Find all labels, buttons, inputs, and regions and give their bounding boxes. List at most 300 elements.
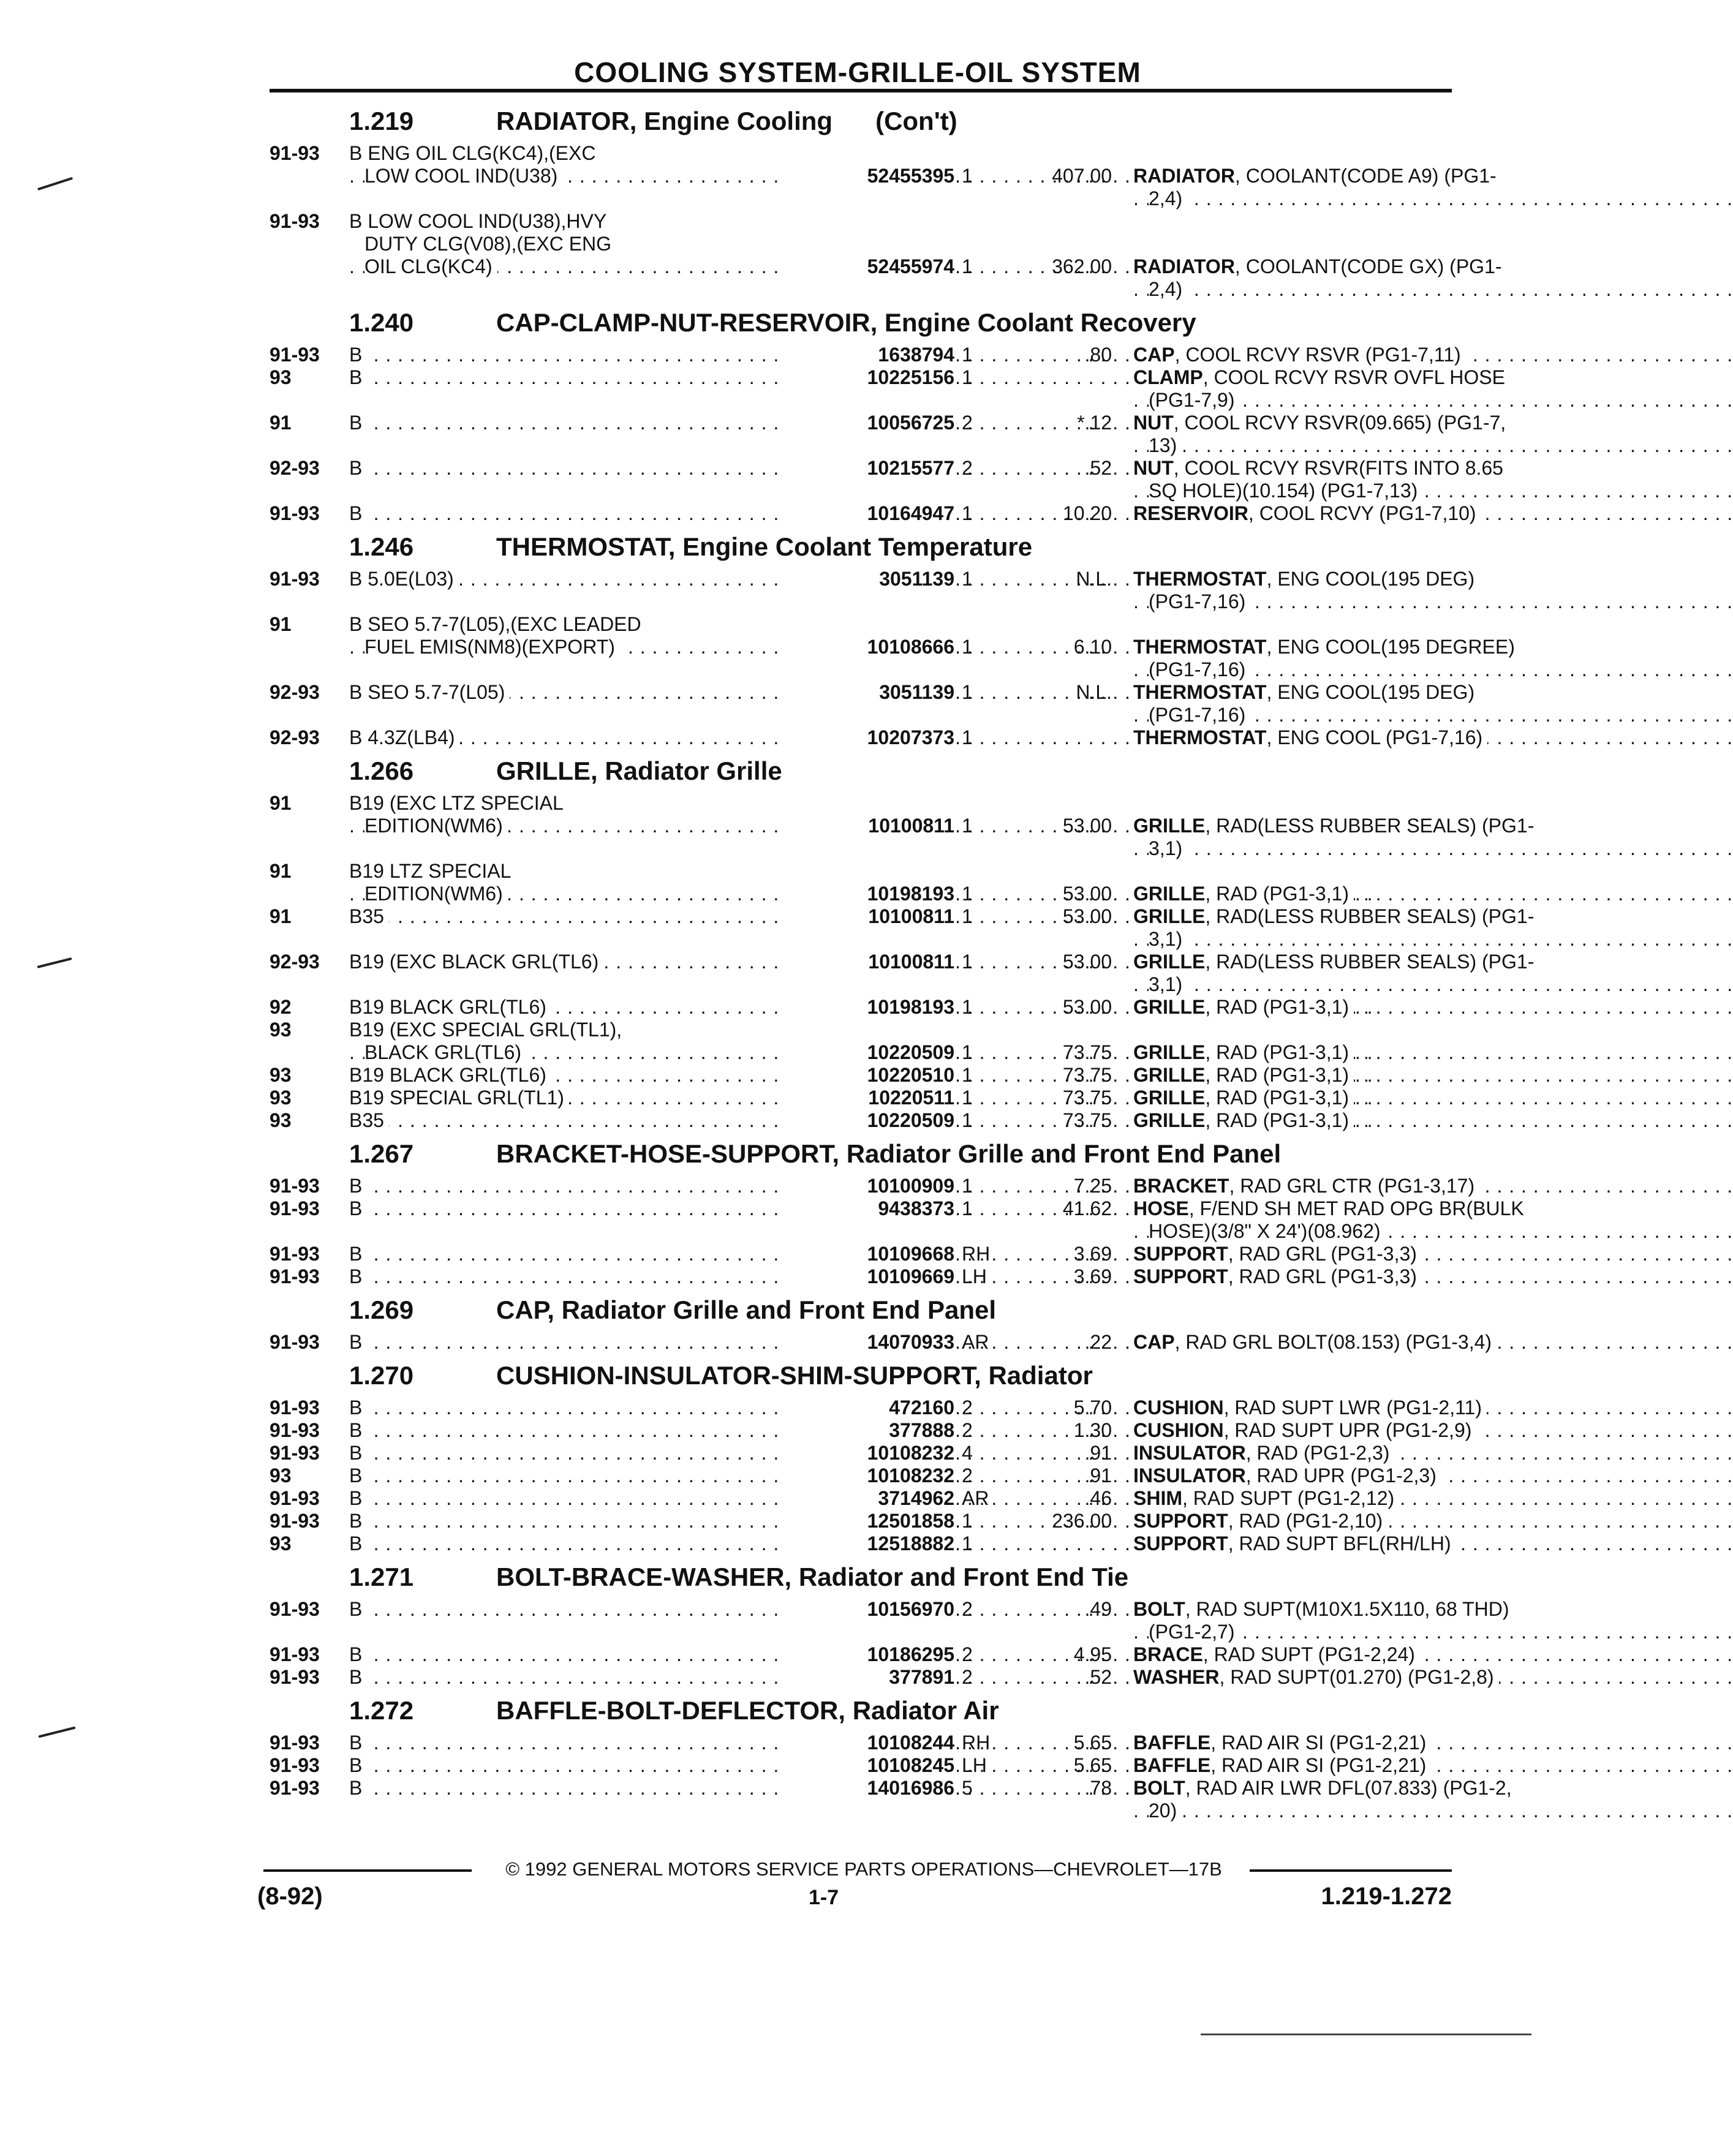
- part-description: [1133, 1532, 1452, 1555]
- part-number: 10164947: [784, 502, 954, 525]
- section-title-text: BAFFLE-BOLT-DEFLECTOR, Radiator Air: [496, 1696, 999, 1725]
- usage-text: B35: [349, 1109, 389, 1131]
- section-heading: [270, 1354, 1452, 1396]
- part-description-line: [1133, 1442, 1452, 1464]
- quantity: 1: [962, 1109, 973, 1131]
- part-row: [270, 681, 1475, 726]
- section-title-text: GRILLE, Radiator Grille: [496, 756, 782, 785]
- part-row: [270, 1643, 1452, 1666]
- part-number: 52455974: [784, 255, 954, 278]
- usage-text: EDITION(WM6): [364, 883, 508, 905]
- section-title-text: CAP-CLAMP-NUT-RESERVOIR, Engine Coolant Recovery: [496, 308, 1196, 337]
- usage-line: [349, 613, 937, 636]
- model-years: 92-93: [270, 951, 320, 973]
- model-years: 91: [270, 613, 292, 635]
- section-title-text: BOLT-BRACE-WASHER, Radiator and Front End Tie: [496, 1562, 1129, 1591]
- part-description: [1133, 366, 1505, 412]
- usage-text: B: [349, 1510, 367, 1532]
- part-description: [1133, 1487, 1452, 1510]
- part-description-text: RADIATOR, COOLANT(CODE GX) (PG1-: [1133, 255, 1507, 277]
- footer-page-number: 1-7: [809, 1886, 839, 1909]
- part-number: 10100909: [784, 1175, 954, 1197]
- part-row: [270, 1510, 1452, 1532]
- usage-line: [349, 233, 937, 255]
- part-description-line: [1133, 412, 1506, 434]
- part-description-line: [1133, 1666, 1494, 1689]
- model-years: 93: [270, 1532, 292, 1555]
- usage-line: [349, 210, 937, 233]
- usage-text: EDITION(WM6): [364, 815, 508, 837]
- model-years: 91: [270, 905, 292, 927]
- part-number: 3714962: [784, 1487, 954, 1510]
- part-description-line: [1133, 1396, 1482, 1419]
- section-number: 1.219: [349, 107, 414, 135]
- part-row: [270, 1532, 1452, 1555]
- part-description-text: 2,4): [1149, 278, 1187, 300]
- quantity: 1: [962, 502, 973, 524]
- part-row: [270, 1331, 1492, 1354]
- usage-line: [349, 1019, 937, 1041]
- list-price: .78: [1084, 1777, 1112, 1799]
- page-footer: [257, 1856, 1452, 1954]
- part-number: 10108232: [784, 1464, 954, 1487]
- model-years: 92-93: [270, 726, 320, 748]
- part-description-line: [1133, 704, 1452, 726]
- section-title-text: RADIATOR, Engine Cooling: [496, 107, 833, 135]
- part-description: [1133, 905, 1535, 951]
- usage-text: BLACK GRL(TL6): [364, 1041, 526, 1063]
- list-price: 5.70: [1073, 1396, 1112, 1419]
- usage-text: B: [349, 1777, 367, 1799]
- section-title: [496, 1139, 1281, 1169]
- usage-text: B: [349, 1598, 367, 1620]
- part-description-text: RADIATOR, COOLANT(CODE A9) (PG1-: [1133, 165, 1501, 187]
- quantity: 1: [962, 1175, 973, 1197]
- part-description-text: GRILLE, RAD(LESS RUBBER SEALS) (PG1-: [1133, 815, 1539, 837]
- usage-text: B: [349, 1265, 367, 1287]
- model-years: 91-93: [270, 344, 320, 366]
- model-years: 91-93: [270, 1243, 320, 1265]
- list-price: .46: [1084, 1487, 1112, 1509]
- list-price: 10.20: [1062, 502, 1112, 524]
- section-heading: [270, 1689, 1452, 1732]
- section-continued: (Con't): [875, 107, 957, 135]
- footer-copyright: © 1992 GENERAL MOTORS SERVICE PARTS OPERATIONS—CHEVROLET—17B: [505, 1858, 1222, 1880]
- quantity: 4: [962, 1442, 973, 1464]
- part-row: [270, 366, 1505, 412]
- part-description: [1133, 883, 1452, 905]
- list-price: 73.75: [1062, 1087, 1112, 1109]
- part-description: [1133, 996, 1452, 1019]
- model-years: 91-93: [270, 1265, 320, 1287]
- part-description-line: [1133, 837, 1452, 860]
- list-price: 53.00: [1062, 815, 1112, 837]
- part-description-line: [1133, 996, 1452, 1019]
- footer-rule-right: [1250, 1869, 1452, 1872]
- part-number: 10108232: [784, 1442, 954, 1464]
- list-price: .91: [1084, 1442, 1112, 1464]
- model-years: 91-93: [270, 1777, 320, 1799]
- quantity: 1: [962, 1087, 973, 1109]
- part-description-line: [1133, 255, 1502, 278]
- list-price: 7.25: [1073, 1175, 1112, 1197]
- part-description-line: [1133, 389, 1452, 412]
- quantity: 1: [962, 568, 973, 590]
- part-description: [1133, 1442, 1452, 1464]
- part-number: 3051139: [784, 568, 954, 590]
- list-price: .52: [1084, 457, 1112, 479]
- model-years: 91-93: [270, 1331, 320, 1353]
- usage-text: B: [349, 1331, 367, 1353]
- part-number: 472160: [784, 1396, 954, 1419]
- section-title-text: BRACKET-HOSE-SUPPORT, Radiator Grille and Front End Panel: [496, 1139, 1282, 1168]
- part-row: [270, 1598, 1509, 1643]
- usage-text: B: [349, 1243, 367, 1265]
- quantity: 2: [962, 1419, 973, 1441]
- part-description-text: CUSHION, RAD SUPT UPR (PG1-2,9): [1133, 1419, 1476, 1441]
- part-description-line: [1133, 681, 1475, 704]
- part-description-text: (PG1-7,16): [1149, 590, 1250, 612]
- part-description-line: [1133, 590, 1452, 613]
- part-description-line: [1133, 1419, 1472, 1442]
- part-number: 12518882: [784, 1532, 954, 1555]
- section-number: 1.246: [349, 532, 414, 561]
- part-description-line: [1133, 1621, 1452, 1643]
- section-title: [496, 308, 1196, 337]
- model-years: 91-93: [270, 1442, 320, 1464]
- model-years: 91-93: [270, 1598, 320, 1620]
- part-description-line: [1133, 1265, 1452, 1288]
- quantity: 1: [962, 636, 973, 658]
- part-description-line: [1133, 1220, 1452, 1243]
- part-description-text: GRILLE, RAD (PG1-3,1): [1133, 996, 1354, 1018]
- part-description: [1133, 1666, 1494, 1689]
- part-row: [270, 1197, 1524, 1243]
- part-number: 10220509: [784, 1041, 954, 1064]
- part-row: [270, 412, 1506, 457]
- section-title: [496, 756, 782, 786]
- quantity: 1: [962, 1197, 973, 1219]
- part-description-line: [1133, 344, 1461, 366]
- part-description-text: CUSHION, RAD SUPT LWR (PG1-2,11): [1133, 1396, 1487, 1419]
- part-description-text: HOSE, F/END SH MET RAD OPG BR(BULK: [1133, 1197, 1529, 1219]
- part-description: [1133, 1109, 1452, 1132]
- part-description-line: [1133, 278, 1452, 301]
- part-row: [270, 1732, 1452, 1754]
- section-heading: [270, 1132, 1452, 1175]
- part-row: [270, 1175, 1475, 1197]
- part-description: [1133, 1331, 1492, 1354]
- part-description-line: [1133, 815, 1535, 837]
- list-price: N.L.: [1076, 681, 1112, 703]
- part-description-text: GRILLE, RAD (PG1-3,1): [1133, 1087, 1354, 1109]
- part-description-line: [1133, 928, 1452, 951]
- list-price: .52: [1084, 1666, 1112, 1688]
- part-description: [1133, 1419, 1472, 1442]
- part-description-text: 13): [1149, 434, 1182, 456]
- part-number: 10207373: [784, 726, 954, 749]
- usage-line: [349, 142, 937, 165]
- model-years: 91-93: [270, 1396, 320, 1419]
- part-description-text: SHIM, RAD SUPT (PG1-2,12): [1133, 1487, 1399, 1509]
- part-number: 1638794: [784, 344, 954, 366]
- quantity: RH: [962, 1732, 991, 1754]
- part-number: 10225156: [784, 366, 954, 389]
- part-row: [270, 951, 1535, 996]
- part-description-line: [1133, 1532, 1452, 1555]
- list-price: 73.75: [1062, 1041, 1112, 1063]
- part-description-text: CAP, RAD GRL BOLT(08.153) (PG1-3,4): [1133, 1331, 1497, 1353]
- usage-line: [349, 792, 937, 815]
- part-description-line: [1133, 1487, 1452, 1510]
- list-price: 5.65: [1073, 1732, 1112, 1754]
- part-row: [270, 1064, 1452, 1087]
- list-price: 6.10: [1073, 636, 1112, 658]
- list-price: 3.69: [1073, 1265, 1112, 1287]
- part-description: [1133, 1087, 1452, 1109]
- part-description-line: [1133, 457, 1503, 480]
- part-row: [270, 1487, 1452, 1510]
- part-description-text: THERMOSTAT, ENG COOL(195 DEGREE): [1133, 636, 1520, 658]
- model-years: 91-93: [270, 1732, 320, 1754]
- usage-text: B: [349, 457, 367, 479]
- quantity: 1: [962, 1041, 973, 1063]
- usage-text: B35: [349, 905, 389, 927]
- part-number: 10156970: [784, 1598, 954, 1621]
- part-description-text: CLAMP, COOL RCVY RSVR OVFL HOSE: [1133, 366, 1510, 388]
- part-description-text: NUT, COOL RCVY RSVR(FITS INTO 8.65: [1133, 457, 1508, 479]
- section-number: 1.240: [349, 308, 414, 337]
- usage-text: B: [349, 344, 367, 366]
- part-description-text: THERMOSTAT, ENG COOL(195 DEG): [1133, 568, 1479, 590]
- section-number: 1.269: [349, 1295, 414, 1324]
- part-description-line: [1133, 1109, 1452, 1132]
- part-description-line: [1133, 187, 1452, 210]
- part-number: 10198193: [784, 996, 954, 1019]
- section-title: [496, 1361, 1093, 1390]
- part-description-line: [1133, 1754, 1452, 1777]
- part-number: 377891: [784, 1666, 954, 1689]
- usage-text: B19 BLACK GRL(TL6): [349, 1064, 551, 1086]
- part-number: 10186295: [784, 1643, 954, 1666]
- quantity: 1: [962, 905, 973, 927]
- part-row: [270, 502, 1476, 525]
- section-title: [496, 532, 1032, 562]
- usage-text: B: [349, 1442, 367, 1464]
- list-price: 73.75: [1062, 1109, 1112, 1131]
- quantity: 1: [962, 681, 973, 703]
- part-row: [270, 1265, 1452, 1288]
- model-years: 93: [270, 1087, 292, 1109]
- part-row: [270, 905, 1535, 951]
- part-description-text: (PG1-7,9): [1149, 389, 1239, 411]
- part-description-text: THERMOSTAT, ENG COOL (PG1-7,16): [1133, 726, 1487, 748]
- part-row: [270, 210, 1502, 301]
- section-number: 1.272: [349, 1696, 414, 1725]
- part-description-text: BAFFLE, RAD AIR SI (PG1-2,21): [1133, 1754, 1431, 1776]
- model-years: 91-93: [270, 1510, 320, 1532]
- quantity: RH: [962, 1243, 991, 1265]
- list-price: 41.62: [1062, 1197, 1112, 1219]
- part-number: 10108245: [784, 1754, 954, 1777]
- part-description-text: BOLT, RAD SUPT(M10X1.5X110, 68 THD): [1133, 1598, 1514, 1620]
- part-description-text: 20): [1149, 1800, 1182, 1822]
- part-row: [270, 726, 1483, 749]
- list-price: 3.69: [1073, 1243, 1112, 1265]
- part-description-line: [1133, 1643, 1452, 1666]
- part-number: 377888: [784, 1419, 954, 1442]
- part-description-line: [1133, 480, 1452, 502]
- quantity: LH: [962, 1265, 987, 1287]
- margin-mark: [37, 957, 72, 968]
- part-description-line: [1133, 1041, 1452, 1064]
- quantity: 1: [962, 165, 973, 187]
- part-row: [270, 1087, 1452, 1109]
- model-years: 91-93: [270, 1643, 320, 1665]
- part-description-text: SUPPORT, RAD SUPT BFL(RH/LH): [1133, 1532, 1456, 1555]
- part-row: [270, 1777, 1512, 1822]
- part-description: [1133, 1510, 1452, 1532]
- part-description-line: [1133, 1510, 1452, 1532]
- model-years: 91-93: [270, 210, 320, 232]
- quantity: 1: [962, 1064, 973, 1086]
- part-number: 10220510: [784, 1064, 954, 1087]
- part-description-text: BRACKET, RAD GRL CTR (PG1-3,17): [1133, 1175, 1479, 1197]
- quantity: 2: [962, 1643, 973, 1665]
- part-number: 14016986: [784, 1777, 954, 1800]
- part-description-text: RESERVOIR, COOL RCVY (PG1-7,10): [1133, 502, 1481, 524]
- part-description-text: SUPPORT, RAD (PG1-2,10): [1133, 1510, 1388, 1532]
- part-description-text: SQ HOLE)(10.154) (PG1-7,13): [1149, 480, 1422, 502]
- part-description-text: BAFFLE, RAD AIR SI (PG1-2,21): [1133, 1732, 1431, 1754]
- part-number: 52455395: [784, 165, 954, 187]
- list-price: 236.00: [1052, 1510, 1112, 1532]
- part-number: 10108666: [784, 636, 954, 658]
- part-row: [270, 996, 1452, 1019]
- usage-text: B LOW COOL IND(U38),HVY: [349, 210, 611, 232]
- quantity: 1: [962, 366, 973, 388]
- part-description-line: [1133, 1777, 1512, 1800]
- list-price: 5.65: [1073, 1754, 1112, 1776]
- model-years: 91: [270, 412, 292, 434]
- model-years: 93: [270, 1064, 292, 1086]
- usage-text: B: [349, 1197, 367, 1219]
- sections-container: [270, 99, 1535, 1822]
- part-description-text: GRILLE, RAD (PG1-3,1): [1133, 1064, 1354, 1086]
- quantity: 1: [962, 996, 973, 1018]
- footer-rule-left: [263, 1869, 472, 1872]
- margin-mark: [38, 1727, 75, 1738]
- quantity: 2: [962, 1464, 973, 1487]
- part-description-line: [1133, 1087, 1452, 1109]
- part-description-line: [1133, 1800, 1452, 1822]
- margin-mark: [37, 177, 73, 190]
- list-price: .91: [1084, 1464, 1112, 1487]
- part-description-text: NUT, COOL RCVY RSVR(09.665) (PG1-7,: [1133, 412, 1511, 434]
- model-years: 92: [270, 996, 292, 1018]
- quantity: 1: [962, 1532, 973, 1555]
- part-description-line: [1133, 658, 1452, 681]
- usage-text: B: [349, 412, 367, 434]
- model-years: 93: [270, 1464, 292, 1487]
- section-heading: [270, 749, 1452, 792]
- part-description-line: [1133, 1175, 1475, 1197]
- part-description-text: CAP, COOL RCVY RSVR (PG1-7,11): [1133, 344, 1466, 366]
- part-description: [1133, 502, 1476, 525]
- footer-section-range: 1.219-1.272: [1321, 1883, 1452, 1910]
- usage-text: B ENG OIL CLG(KC4),(EXC: [349, 142, 600, 164]
- usage-text: B SEO 5.7-7(L05),(EXC LEADED: [349, 613, 646, 635]
- part-description-text: GRILLE, RAD (PG1-3,1): [1133, 883, 1354, 905]
- page-title: COOLING SYSTEM-GRILLE-OIL SYSTEM: [574, 56, 1141, 88]
- part-number: 10108244: [784, 1732, 954, 1754]
- usage-text: B: [349, 1396, 367, 1419]
- usage-text: B19 (EXC LTZ SPECIAL: [349, 792, 568, 814]
- model-years: 93: [270, 1109, 292, 1131]
- part-row: [270, 568, 1475, 613]
- list-price: .80: [1084, 344, 1112, 366]
- part-description: [1133, 568, 1475, 613]
- model-years: 93: [270, 366, 292, 388]
- part-number: 10220511: [784, 1087, 954, 1109]
- model-years: 93: [270, 1019, 292, 1041]
- usage-text: B: [349, 1464, 367, 1487]
- part-description: [1133, 726, 1483, 749]
- part-row: [270, 1666, 1494, 1689]
- usage-text: B19 (EXC SPECIAL GRL(TL1),: [349, 1019, 627, 1041]
- part-number: 10109669: [784, 1265, 954, 1288]
- usage-text: B: [349, 1175, 367, 1197]
- usage-text: B SEO 5.7-7(L05): [349, 681, 510, 703]
- part-row: [270, 1754, 1452, 1777]
- quantity: 2: [962, 1598, 973, 1620]
- part-row: [270, 1419, 1472, 1442]
- part-description-line: [1133, 1598, 1509, 1621]
- part-description: [1133, 1265, 1452, 1288]
- section-title: [496, 1295, 996, 1325]
- part-row: [270, 457, 1503, 502]
- quantity: 1: [962, 883, 973, 905]
- part-description-line: [1133, 165, 1497, 187]
- part-number: 10100811: [784, 815, 954, 837]
- part-number: 10109668: [784, 1243, 954, 1265]
- part-description: [1133, 1777, 1512, 1822]
- part-row: [270, 792, 1535, 860]
- quantity: 2: [962, 457, 973, 479]
- part-description-line: [1133, 1464, 1452, 1487]
- section-heading: [270, 99, 1452, 142]
- part-description-line: [1133, 1197, 1524, 1220]
- list-price: .49: [1084, 1598, 1112, 1620]
- part-row: [270, 142, 1497, 210]
- part-number: 10056725: [784, 412, 954, 434]
- model-years: 91-93: [270, 1175, 320, 1197]
- part-description: [1133, 1175, 1475, 1197]
- quantity: 2: [962, 412, 973, 434]
- part-description-text: (PG1-7,16): [1149, 658, 1250, 680]
- part-description-text: GRILLE, RAD (PG1-3,1): [1133, 1109, 1354, 1131]
- part-row: [270, 1442, 1452, 1464]
- part-description-text: GRILLE, RAD (PG1-3,1): [1133, 1041, 1354, 1063]
- part-description: [1133, 951, 1535, 996]
- part-description-text: INSULATOR, RAD (PG1-2,3): [1133, 1442, 1394, 1464]
- title-rule: [270, 89, 1452, 92]
- part-description-text: 2,4): [1149, 187, 1187, 209]
- part-description-line: [1133, 1243, 1452, 1265]
- part-description: [1133, 1754, 1452, 1777]
- part-row: [270, 860, 1452, 905]
- model-years: 91: [270, 792, 292, 814]
